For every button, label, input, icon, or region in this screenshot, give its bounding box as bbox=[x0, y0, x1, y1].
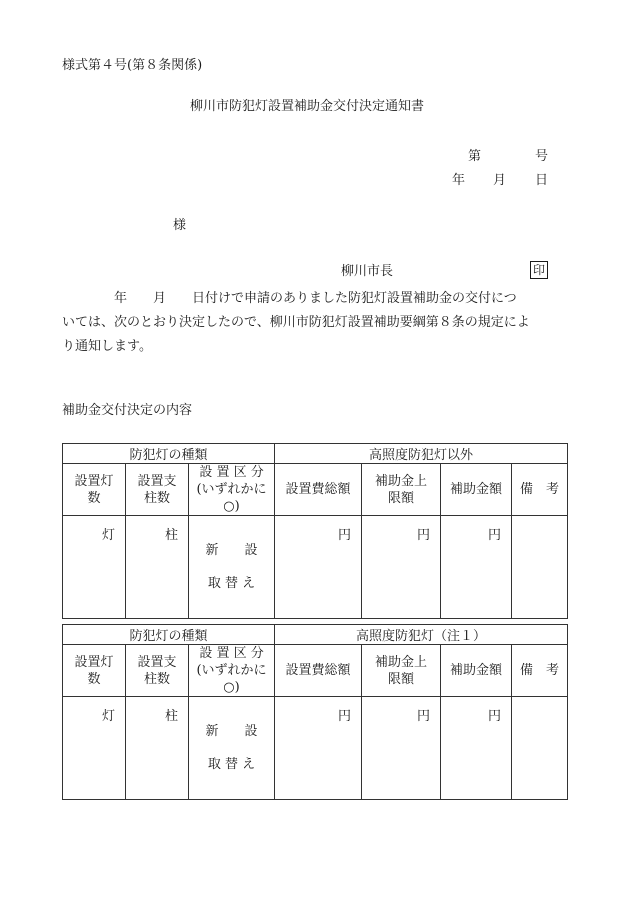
seal-stamp-box: 印 bbox=[530, 261, 548, 279]
cell-lights-unit: 灯 bbox=[63, 516, 126, 619]
number-label-go: 号 bbox=[535, 149, 549, 164]
col-total-cost: 設置費総額 bbox=[275, 464, 362, 516]
body-line-3: り通知します。 bbox=[62, 339, 152, 354]
body-paragraph bbox=[62, 287, 570, 359]
col-install-type: 設 置 区 分 (いずれかに ○) bbox=[189, 464, 275, 516]
col-lights-count: 設置灯 数 bbox=[63, 645, 126, 697]
cell-lights-unit: 灯 bbox=[63, 697, 126, 800]
cell-poles-unit: 柱 bbox=[126, 697, 189, 800]
section-title: 補助金交付決定の内容 bbox=[62, 403, 193, 418]
cell-install-type bbox=[189, 516, 275, 619]
cell-limit-unit: 円 bbox=[362, 516, 441, 619]
decision-table-high-intensity bbox=[62, 624, 568, 800]
cell-poles-unit: 柱 bbox=[126, 516, 189, 619]
cell-install-type bbox=[189, 697, 275, 800]
col-poles-count: 設置支 柱数 bbox=[126, 645, 189, 697]
decision-table-standard bbox=[62, 443, 568, 619]
date-year-label: 年 bbox=[452, 173, 466, 188]
option-replace: 取 替 え bbox=[207, 757, 256, 772]
cell-notes bbox=[512, 697, 568, 800]
body-line-2: いては、次のとおり決定したので、柳川市防犯灯設置補助要綱第８条の規定によ bbox=[62, 315, 530, 330]
document-title: 柳川市防犯灯設置補助金交付決定通知書 bbox=[190, 99, 425, 114]
col-subsidy-limit: 補助金上 限額 bbox=[362, 645, 441, 697]
form-number: 様式第４号(第８条関係) bbox=[62, 58, 203, 73]
col-subsidy-amount: 補助金額 bbox=[441, 645, 512, 697]
recipient-honorific: 様 bbox=[173, 218, 187, 233]
header-light-category: 高照度防犯灯（注１） bbox=[275, 625, 568, 645]
body-line-1: 年 月 日付けで申請のありました防犯灯設置補助金の交付につ bbox=[114, 291, 517, 306]
col-total-cost: 設置費総額 bbox=[275, 645, 362, 697]
col-subsidy-amount: 補助金額 bbox=[441, 464, 512, 516]
col-lights-count: 設置灯 数 bbox=[63, 464, 126, 516]
cell-limit-unit: 円 bbox=[362, 697, 441, 800]
number-label-dai: 第 bbox=[468, 149, 482, 164]
col-install-type: 設 置 区 分 (いずれかに ○) bbox=[189, 645, 275, 697]
cell-amount-unit: 円 bbox=[441, 697, 512, 800]
col-subsidy-limit: 補助金上 限額 bbox=[362, 464, 441, 516]
cell-notes bbox=[512, 516, 568, 619]
cell-cost-unit: 円 bbox=[275, 697, 362, 800]
option-new: 新 設 bbox=[205, 543, 258, 558]
date-day-label: 日 bbox=[535, 173, 549, 188]
issuer-mayor: 柳川市長 bbox=[341, 264, 394, 279]
date-month-label: 月 bbox=[493, 173, 507, 188]
col-notes: 備 考 bbox=[512, 645, 568, 697]
header-light-category: 高照度防犯灯以外 bbox=[275, 444, 568, 464]
col-poles-count: 設置支 柱数 bbox=[126, 464, 189, 516]
col-notes: 備 考 bbox=[512, 464, 568, 516]
cell-amount-unit: 円 bbox=[441, 516, 512, 619]
header-light-type: 防犯灯の種類 bbox=[63, 444, 275, 464]
cell-cost-unit: 円 bbox=[275, 516, 362, 619]
header-light-type: 防犯灯の種類 bbox=[63, 625, 275, 645]
option-replace: 取 替 え bbox=[207, 576, 256, 591]
option-new: 新 設 bbox=[205, 724, 258, 739]
